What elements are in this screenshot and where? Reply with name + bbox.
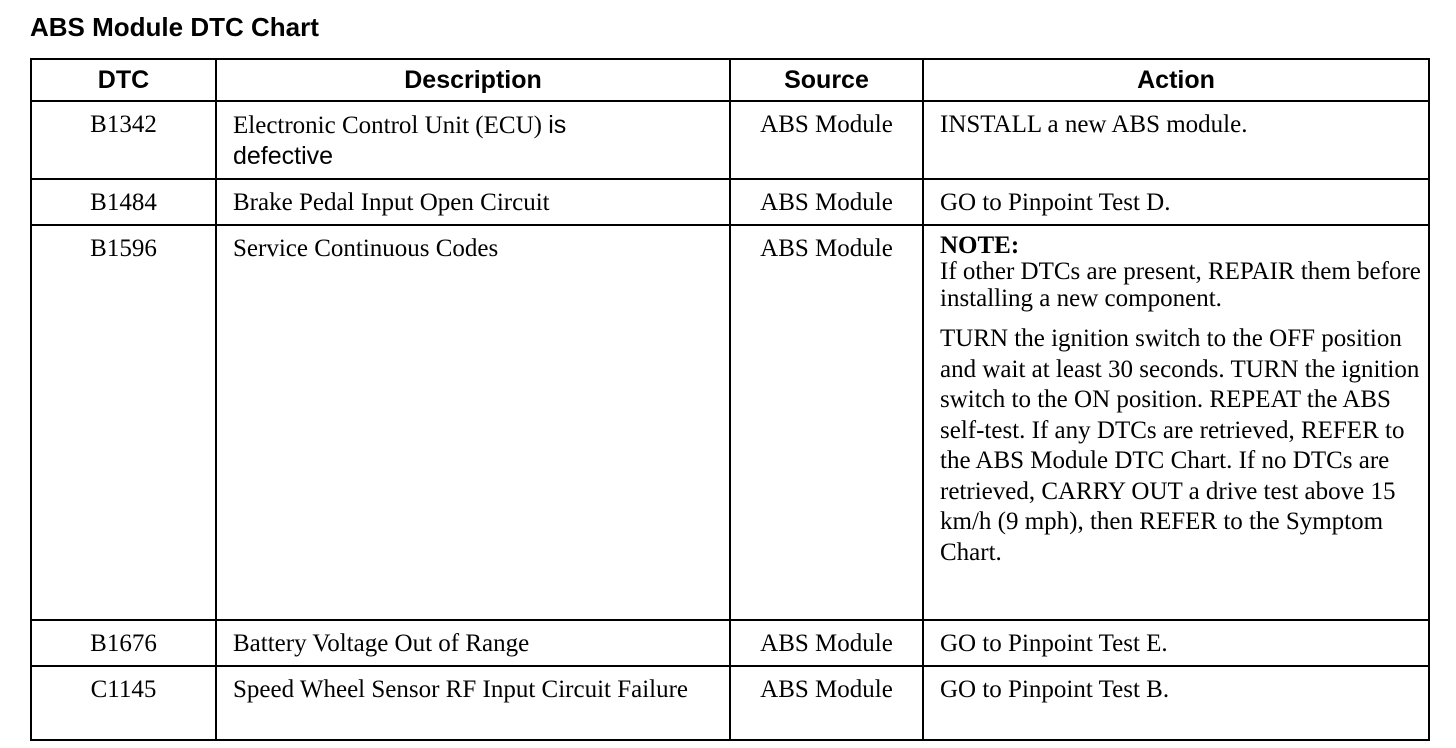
table-row — [31, 225, 1429, 620]
header-dtc: DTC — [31, 59, 216, 101]
cell-action: GO to Pinpoint Test B. — [923, 666, 1429, 740]
cell-dtc: B1676 — [31, 620, 216, 666]
cell-description: Brake Pedal Input Open Circuit — [216, 179, 730, 225]
description-tail: is — [548, 111, 567, 139]
table-row — [31, 620, 1429, 666]
dtc-table — [30, 58, 1430, 741]
description-line2: defective — [233, 142, 334, 170]
description-text: Electronic Control Unit (ECU) — [233, 112, 542, 139]
cell-action: GO to Pinpoint Test D. — [923, 179, 1429, 225]
cell-description — [216, 101, 730, 179]
table-row — [31, 666, 1429, 740]
header-action: Action — [923, 59, 1429, 101]
cell-source: ABS Module — [730, 101, 923, 179]
cell-source: ABS Module — [730, 620, 923, 666]
cell-source: ABS Module — [730, 666, 923, 740]
table-header-row — [31, 59, 1429, 101]
cell-dtc: B1596 — [31, 225, 216, 620]
note-label: NOTE: — [940, 232, 1020, 259]
cell-dtc: B1484 — [31, 179, 216, 225]
header-description: Description — [216, 59, 730, 101]
note-text: If other DTCs are present, REPAIR them before installing a new component. — [940, 258, 1421, 312]
cell-source: ABS Module — [730, 225, 923, 620]
cell-source: ABS Module — [730, 179, 923, 225]
header-source: Source — [730, 59, 923, 101]
cell-action: INSTALL a new ABS module. — [923, 101, 1429, 179]
cell-description: Battery Voltage Out of Range — [216, 620, 730, 666]
cell-action — [923, 225, 1429, 620]
table-row — [31, 179, 1429, 225]
table-row — [31, 101, 1429, 179]
page-title: ABS Module DTC Chart — [30, 12, 319, 42]
cell-dtc: B1342 — [31, 101, 216, 179]
cell-description: Service Continuous Codes — [216, 225, 730, 620]
cell-dtc: C1145 — [31, 666, 216, 740]
cell-action: GO to Pinpoint Test E. — [923, 620, 1429, 666]
action-text: TURN the ignition switch to the OFF position and wait at least 30 seconds. TURN the ignition switch to the ON position. REPEAT the ABS self-test. If any DTCs are retrieved, REFER to the ABS Module DTC Chart. If no DTCs are retrieved, CARRY OUT a drive test above 15 km/h (9 mph), then REFER to the Symptom Chart. — [940, 325, 1420, 566]
cell-description: Speed Wheel Sensor RF Input Circuit Failure — [216, 666, 730, 740]
